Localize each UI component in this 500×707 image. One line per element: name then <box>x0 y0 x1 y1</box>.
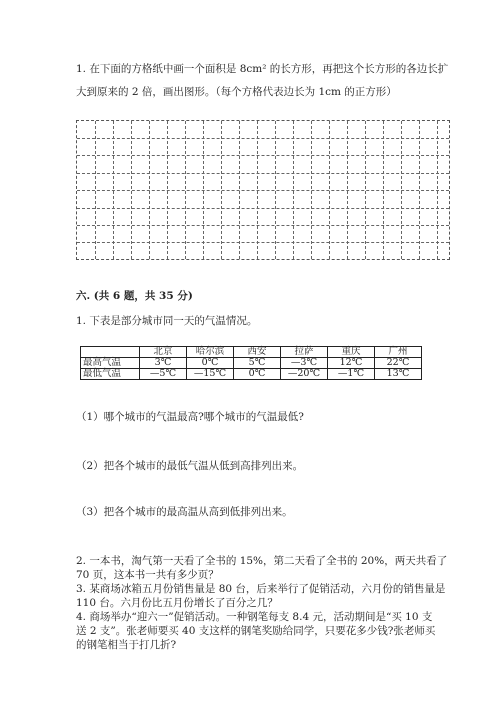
table-cell: 0℃ <box>234 369 281 380</box>
question-1-intro: 1. 下表是部分城市同一天的气温情况。 <box>76 315 258 327</box>
problem-1-line-1: 1. 在下面的方格纸中画一个面积是 8cm² 的长方形，再把这个长方形的各边长扩 <box>76 63 449 75</box>
table-cell: —1℃ <box>328 369 375 380</box>
row-label: 最低气温 <box>81 369 140 380</box>
table-cell: —5℃ <box>140 369 187 380</box>
city-cell: 重庆 <box>328 347 375 358</box>
table-header-row <box>81 347 422 358</box>
question-4-line-1: 4. 商场举办“迎六一”促销活动。一种钢笔每支 8.4 元，活动期间是“买 10 支 <box>76 611 433 623</box>
city-cell: 北京 <box>140 347 187 358</box>
temperature-table <box>80 346 422 380</box>
city-cell: 哈尔滨 <box>187 347 234 358</box>
table-corner-cell <box>81 347 140 358</box>
table-cell: 5℃ <box>234 358 281 369</box>
table-cell: 12℃ <box>328 358 375 369</box>
table-cell: 3℃ <box>140 358 187 369</box>
problem-1-line-2: 大到原来的 2 倍，画出图形。（每个方格代表边长为 1cm 的正方形） <box>76 86 397 98</box>
question-2-line-1: 2. 一本书，淘气第一天看了全书的 15%，第二天看了全书的 20%，两天共看了 <box>76 555 448 567</box>
table-cell: —3℃ <box>281 358 328 369</box>
city-cell: 西安 <box>234 347 281 358</box>
section-6-heading: 六. (共 6 题，共 35 分) <box>76 290 193 302</box>
question-1-sub-2: （2）把各个城市的最低气温从低到高排列出来。 <box>76 460 304 472</box>
table-cell: —20℃ <box>281 369 328 380</box>
row-label: 最高气温 <box>81 358 140 369</box>
table-cell: 0℃ <box>187 358 234 369</box>
grid-paper <box>76 120 450 260</box>
table-cell: 13℃ <box>375 369 422 380</box>
question-4-line-2: 送 2 支”。张老师要买 40 支这样的钢笔奖励给同学，只要花多少钱?张老师买 <box>76 625 436 637</box>
question-2-line-2: 70 页，这本书一共有多少页？ <box>76 569 219 581</box>
question-3-line-2: 110 台。六月份比五月份增长了百分之几？ <box>76 597 278 609</box>
question-1-sub-3: （3）把各个城市的最高温从高到低排列出来。 <box>76 506 293 518</box>
city-cell: 拉萨 <box>281 347 328 358</box>
table-row <box>81 369 422 380</box>
question-4-line-3: 的钢笔相当于打几折? <box>76 639 177 651</box>
question-3-line-1: 3. 某商场冰箱五月份销售量是 80 台，后来举行了促销活动，六月份的销售量是 <box>76 583 446 595</box>
table-cell: —15℃ <box>187 369 234 380</box>
table-row <box>81 358 422 369</box>
table-cell: 22℃ <box>375 358 422 369</box>
question-1-sub-1: （1）哪个城市的气温最高?哪个城市的气温最低? <box>76 411 304 423</box>
city-cell: 广州 <box>375 347 422 358</box>
